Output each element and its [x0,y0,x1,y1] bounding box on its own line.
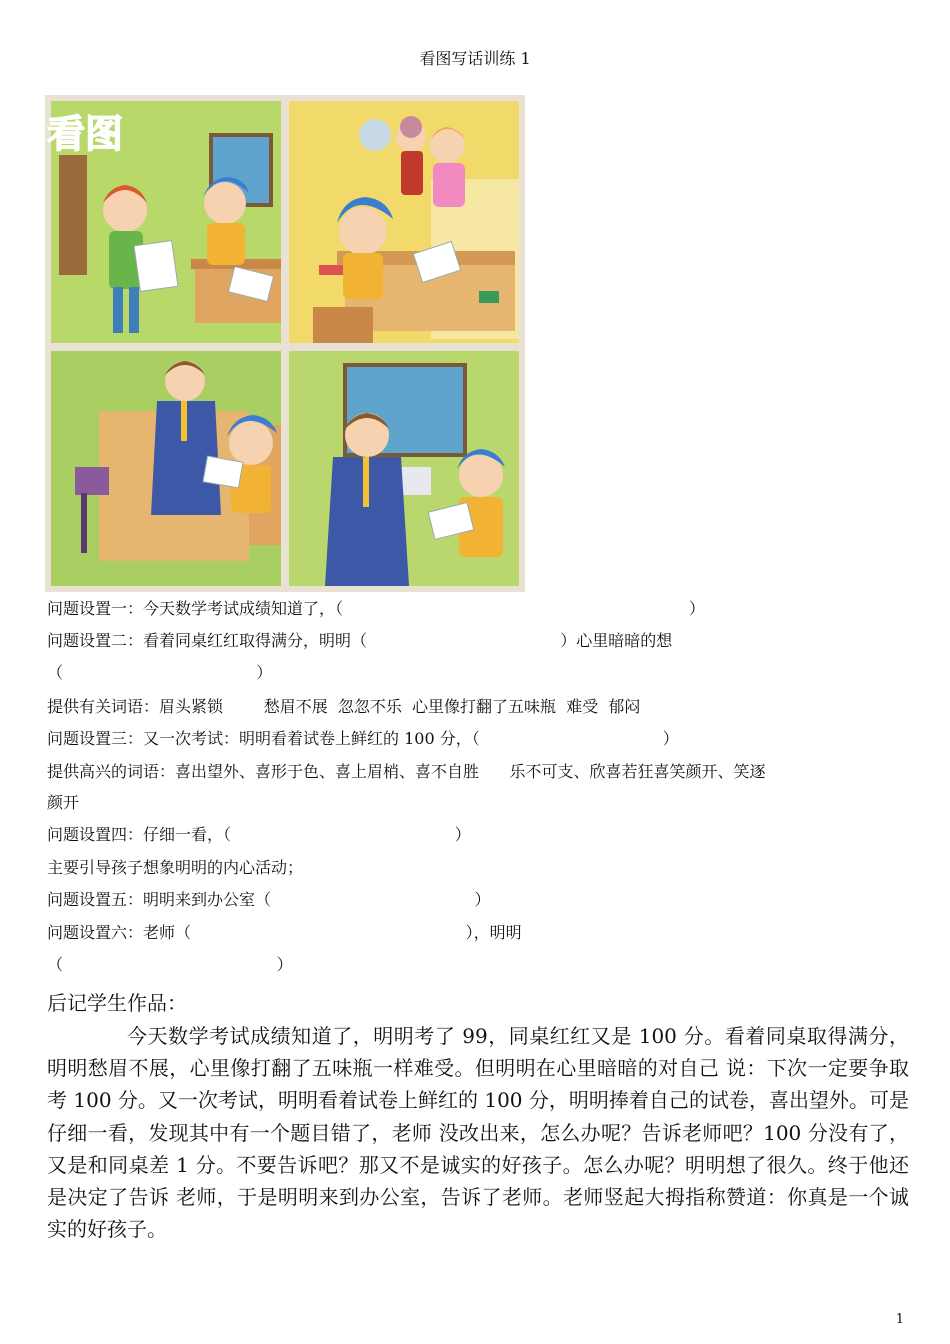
question-line: 问题设置一：今天数学考试成绩知道了，（ ） [47,599,705,618]
essay-heading: 后记学生作品： [47,991,187,1015]
page-number: 1 [895,1312,904,1327]
question-line: 问题设置三：又一次考试：明明看着试卷上鲜红的 100 分，（ ） [47,729,679,748]
page-title: 看图写话训练 1 [419,49,531,68]
question-line: 问题设置六：老师（ ），明明 [47,923,522,942]
question-line: （ ） [47,955,293,974]
question-line: 主要引导孩子想象明明的内心活动； [47,858,304,877]
question-line: 提供高兴的词语：喜出望外、喜形于色、喜上眉梢、喜不自胜 乐不可支、欣喜若狂喜笑颜开、笑逐 [47,762,766,781]
comic-logo-text: 看图 [47,112,124,156]
question-line: 问题设置五：明明来到办公室（ ） [47,890,491,909]
question-line: 问题设置四：仔细一看，（ ） [47,825,471,844]
question-line: 颜开 [47,793,80,812]
question-line: （ ） [47,663,273,682]
essay-body: 今天数学考试成绩知道了，明明考了 99，同桌红红又是 100 分。看着同桌取得满分，明明愁眉不展，心里像打翻了五味瓶一样难受。但明明在心里暗暗的对自己 说：下次一定要争取考 100 分。又一次考试，明明看着试卷上鲜红的 100 分，明明捧着自己的试卷，喜出望外。可是仔细一看，发现其中有一个题目错了，老师 没改出来，怎么办呢？告诉老师吧？100 分没有了，又是和同桌差 1 分。不要告诉吧？那又不是诚实的好孩子。怎么办呢？明明想了很久。终于他还是决定了告诉 老师，于是明明来到办公室，告诉了老师。老师竖起大拇指称赞道：你真是一个诚实的好孩子。 [47,1024,909,1242]
comic-illustration [45,95,525,592]
question-line: 提供有关词语：眉头紧锁 愁眉不展 忽忽不乐 心里像打翻了五味瓶 难受 郁闷 [47,697,641,716]
question-line: 问题设置二：看着同桌红红取得满分，明明（ ）心里暗暗的想 [47,631,673,650]
